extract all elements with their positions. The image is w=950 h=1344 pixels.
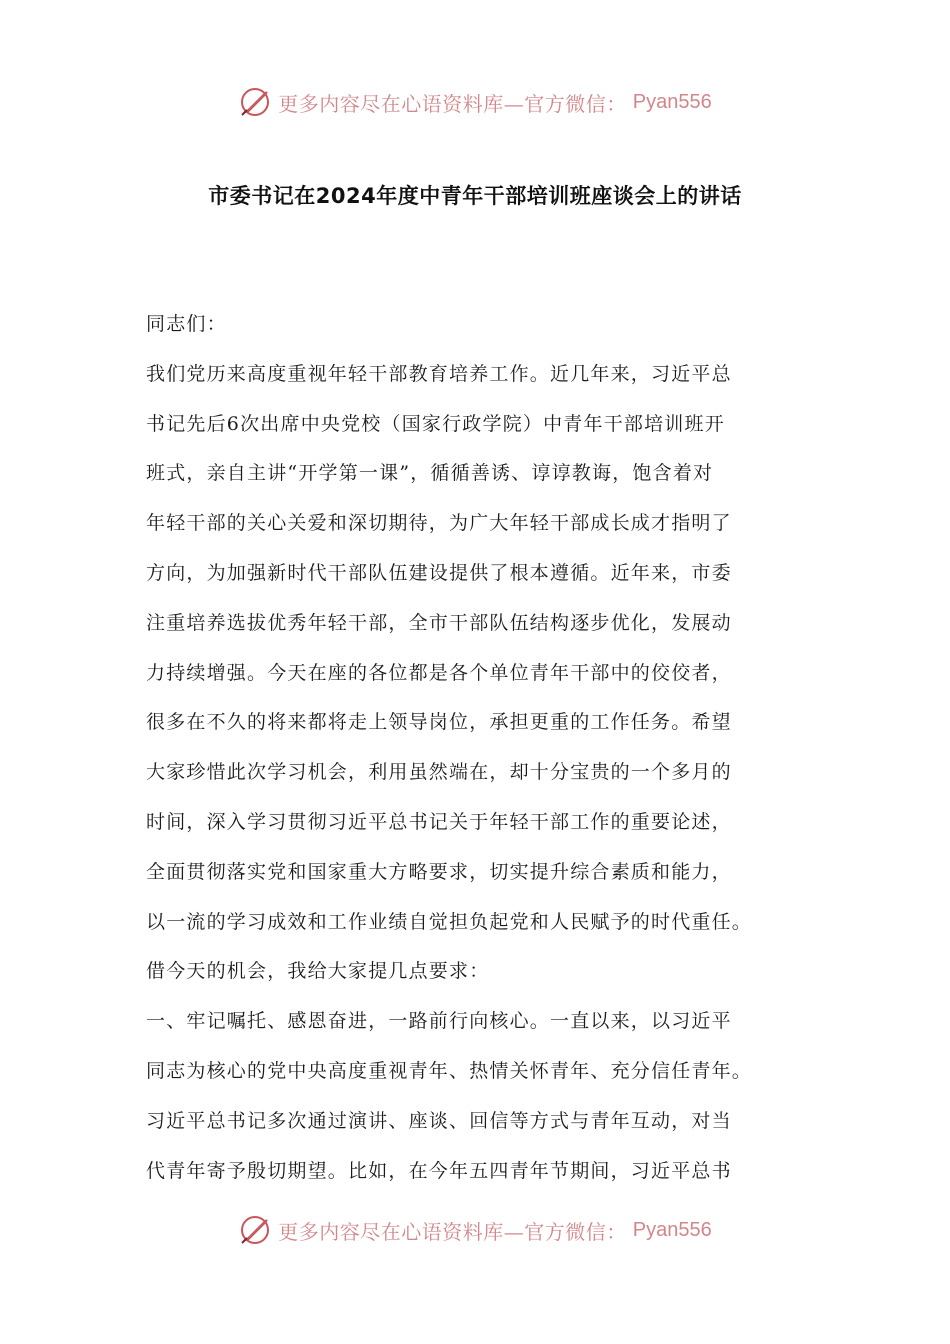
footer-banner <box>0 1210 950 1250</box>
body-line: 代青年寄予殷切期望。比如，在今年五四青年节期间，习近平总书 <box>146 1159 732 1182</box>
body-line: 一、牢记嘱托、感恩奋进，一路前行向核心。一直以来，以习近平 <box>146 1010 732 1033</box>
header-banner <box>0 82 950 122</box>
body-line: 同志们： <box>146 313 227 335</box>
body-line: 借今天的机会，我给大家提几点要求： <box>146 960 490 983</box>
document-body <box>146 300 836 1196</box>
body-line: 大家珍惜此次学习机会，利用虽然端在，却十分宝贵的一个多月的 <box>146 761 732 784</box>
header-banner-text: 更多内容尽在心语资料库—官方微信： <box>278 91 627 116</box>
body-line: 班式，亲自主讲“开学第一课”，循循善诱、谆谆教诲，饱含着对 <box>146 462 714 485</box>
body-line: 年轻干部的关心关爱和深切期待，为广大年轻干部成长成才指明了 <box>146 512 732 535</box>
quill-pen-logo-icon <box>238 1213 272 1247</box>
body-line: 方向，为加强新时代干部队伍建设提供了根本遵循。近年来，市委 <box>146 561 732 584</box>
body-line: 力持续增强。今天在座的各位都是各个单位青年干部中的佼佼者， <box>146 661 732 684</box>
body-line: 注重培养选拔优秀年轻干部，全市干部队伍结构逐步优化，发展动 <box>146 611 732 634</box>
body-line: 习近平总书记多次通过演讲、座谈、回信等方式与青年互动，对当 <box>146 1109 732 1132</box>
body-line: 时间，深入学习贯彻习近平总书记关于年轻干部工作的重要论述， <box>146 810 732 833</box>
body-line: 很多在不久的将来都将走上领导岗位，承担更重的工作任务。希望 <box>146 711 732 734</box>
body-line: 以一流的学习成效和工作业绩自觉担负起党和人民赋予的时代重任。 <box>146 910 753 933</box>
quill-pen-logo-icon <box>238 85 272 119</box>
footer-banner-contact: Pyan556 <box>632 1218 712 1241</box>
footer-banner-text: 更多内容尽在心语资料库—官方微信： <box>278 1219 627 1244</box>
body-line: 同志为核心的党中央高度重视青年、热情关怀青年、充分信任青年。 <box>146 1059 753 1082</box>
header-banner-contact: Pyan556 <box>632 90 712 113</box>
body-line: 书记先后6次出席中央党校（国家行政学院）中青年干部培训班开 <box>146 412 725 435</box>
document-title: 市委书记在2024年度中青年干部培训班座谈会上的讲话 <box>208 184 742 208</box>
body-line: 全面贯彻落实党和国家重大方略要求，切实提升综合素质和能力， <box>146 860 732 883</box>
body-line: 我们党历来高度重视年轻干部教育培养工作。近几年来，习近平总 <box>146 362 732 385</box>
